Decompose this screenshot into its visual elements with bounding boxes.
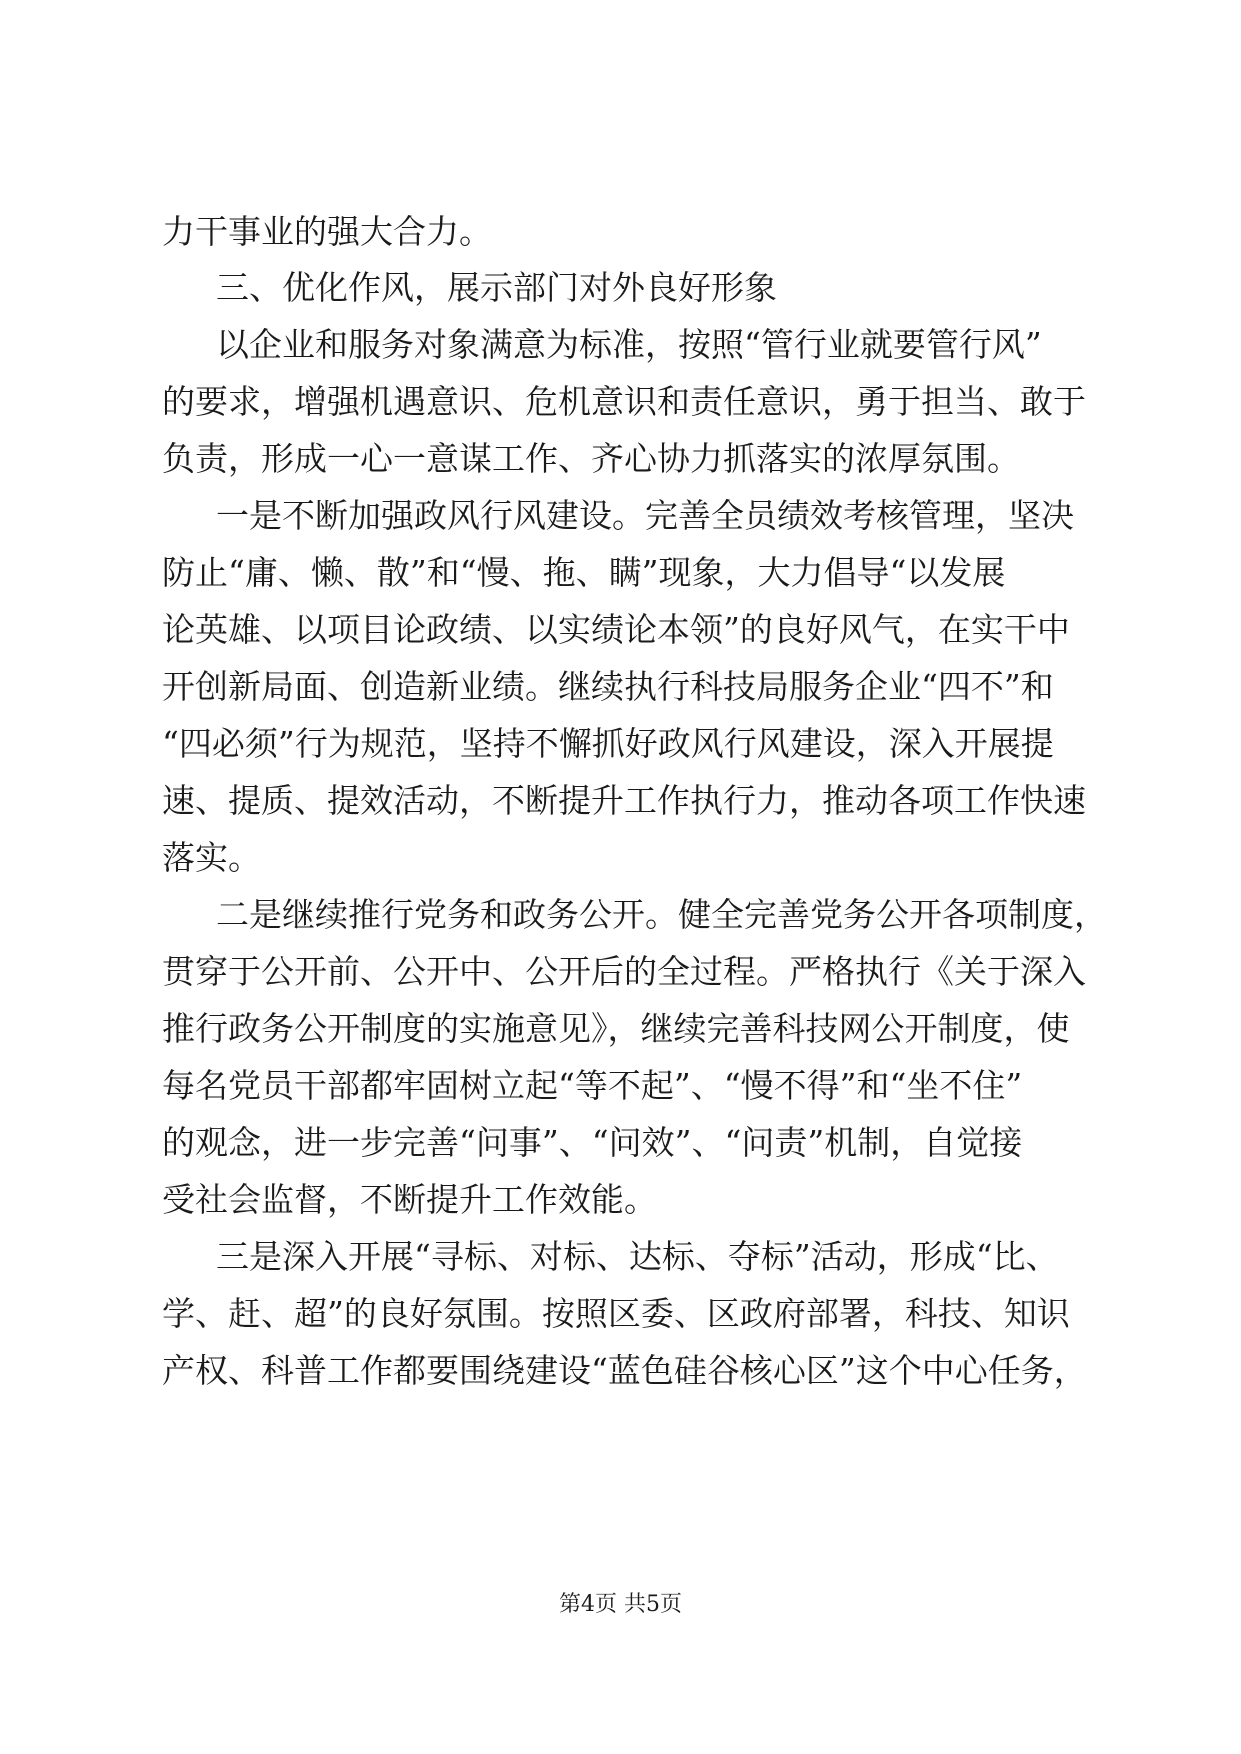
- text-line: 开创新局面、创造新业绩。继续执行科技局服务企业“四不”和: [162, 667, 1054, 706]
- section-heading: 三、优化作风，展示部门对外良好形象: [216, 268, 777, 307]
- text-line: 力干事业的强大合力。: [162, 212, 492, 251]
- text-line: 速、提质、提效活动，不断提升工作执行力，推动各项工作快速: [162, 781, 1086, 820]
- text-line: 的要求，增强机遇意识、危机意识和责任意识，勇于担当、敢于: [162, 382, 1086, 421]
- text-line: 论英雄、以项目论政绩、以实绩论本领”的良好风气，在实干中: [162, 610, 1070, 649]
- page-footer: 第4页 共5页: [559, 1592, 682, 1617]
- text-line: 三是深入开展“寻标、对标、达标、夺标”活动，形成“比、: [216, 1237, 1059, 1276]
- text-line: 防止“庸、懒、散”和“慢、拖、瞒”现象，大力倡导“以发展: [162, 553, 1006, 592]
- text-line: 每名党员干部都牢固树立起“等不起”、“慢不得”和“坐不住”: [162, 1066, 1023, 1105]
- text-line: 二是继续推行党务和政务公开。健全完善党务公开各项制度，: [216, 895, 1107, 934]
- text-line: 负责，形成一心一意谋工作、齐心协力抓落实的浓厚氛围。: [162, 439, 1020, 478]
- text-line: 贯穿于公开前、公开中、公开后的全过程。严格执行《关于深入: [162, 952, 1086, 991]
- text-line: 推行政务公开制度的实施意见》，继续完善科技网公开制度，使: [162, 1009, 1070, 1048]
- text-line: 以企业和服务对象满意为标准，按照“管行业就要管行风”: [216, 325, 1042, 364]
- text-line: 一是不断加强政风行风建设。完善全员绩效考核管理，坚决: [216, 496, 1074, 535]
- text-line: “四必须”行为规范，坚持不懈抓好政风行风建设，深入开展提: [162, 724, 1054, 763]
- text-line: 受社会监督，不断提升工作效能。: [162, 1180, 657, 1219]
- text-line: 产权、科普工作都要围绕建设“蓝色硅谷核心区”这个中心任务，: [162, 1351, 1087, 1390]
- text-line: 落实。: [162, 838, 261, 877]
- text-line: 学、赶、超”的良好氛围。按照区委、区政府部署，科技、知识: [162, 1294, 1070, 1333]
- text-line: 的观念，进一步完善“问事”、“问效”、“问责”机制，自觉接: [162, 1123, 1023, 1162]
